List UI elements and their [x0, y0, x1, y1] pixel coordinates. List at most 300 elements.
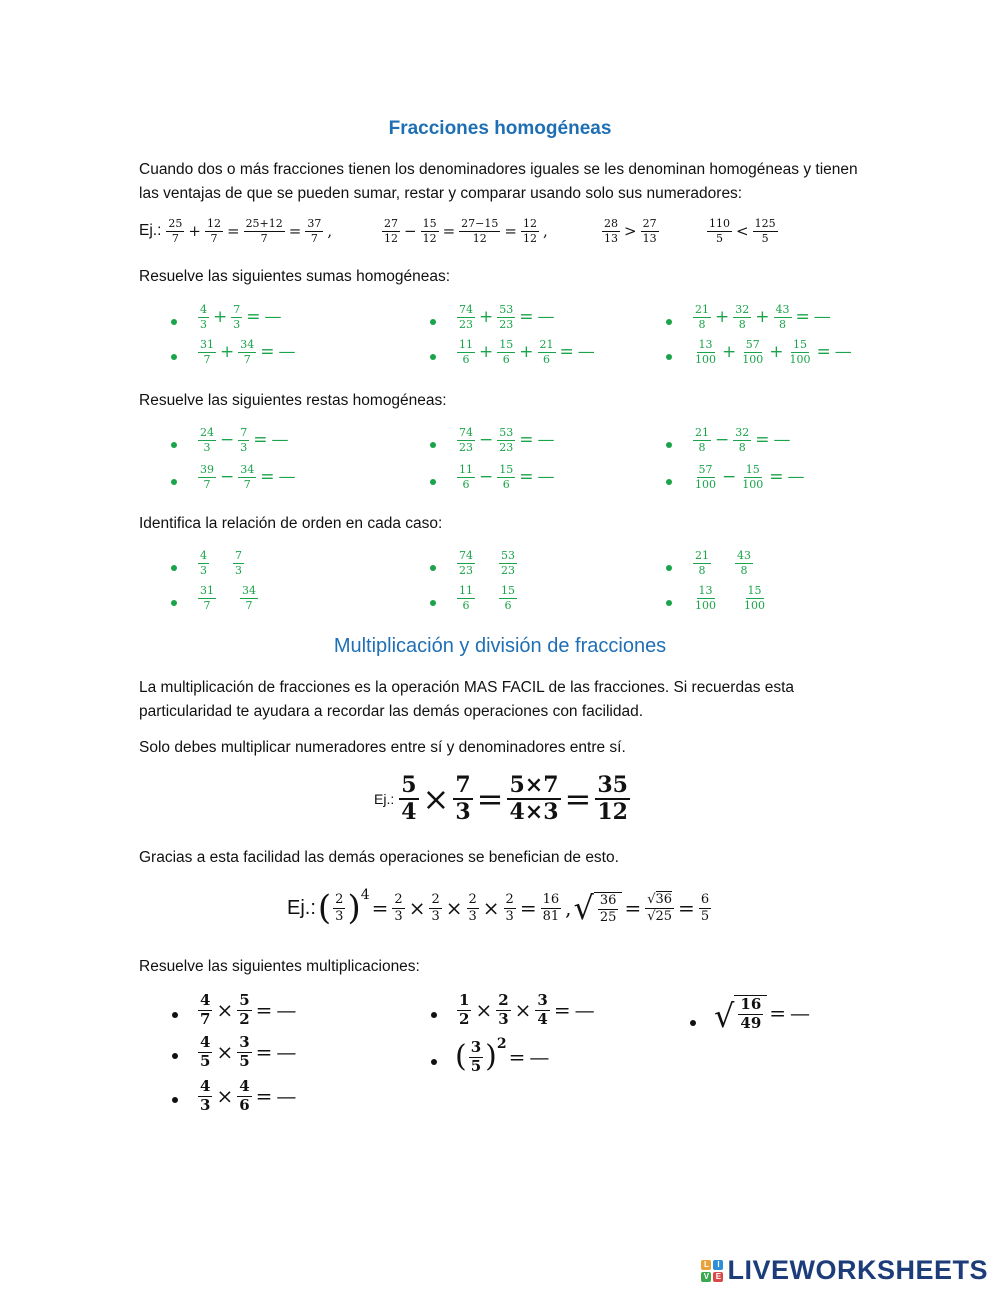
- operator: +: [755, 307, 770, 328]
- operator: =: [519, 430, 534, 451]
- fraction: [742, 585, 767, 611]
- numerator: 15: [793, 338, 807, 351]
- fraction: [305, 218, 323, 244]
- numerator: 25: [168, 217, 183, 230]
- fraction: [740, 339, 765, 365]
- radical-sign: √: [573, 889, 594, 928]
- fraction: [693, 427, 711, 453]
- fraction: [392, 893, 404, 923]
- fraction: [535, 993, 549, 1028]
- fraction: [198, 427, 216, 453]
- numerator: 28: [604, 217, 618, 230]
- numerator: 43: [737, 549, 751, 562]
- fraction: [457, 550, 475, 576]
- page-title: Fracciones homogéneas: [388, 118, 612, 139]
- numerator: 3: [470, 1038, 482, 1056]
- operator: =: [504, 222, 517, 241]
- fraction: [499, 550, 517, 576]
- power-root-example: [287, 887, 713, 928]
- bullet: [666, 319, 672, 325]
- numerator: 35: [595, 774, 630, 800]
- fraction: [457, 304, 475, 330]
- bullet: [666, 565, 672, 571]
- denominator: 23: [499, 440, 514, 454]
- denominator: 12: [597, 799, 628, 826]
- numerator: 31: [200, 584, 214, 597]
- fraction: [459, 218, 500, 244]
- fraction: [238, 464, 256, 490]
- operator: ,: [542, 222, 548, 241]
- fraction: [740, 464, 765, 490]
- numerator: 53: [501, 549, 515, 562]
- numerator: 27−15: [461, 217, 499, 230]
- numerator: 53: [499, 426, 514, 439]
- operator: =: [755, 430, 770, 451]
- denominator: 12: [384, 231, 398, 245]
- numerator: 21: [539, 338, 554, 351]
- denominator: 3: [240, 440, 248, 454]
- denominator: 3: [505, 908, 514, 924]
- bullet: [171, 319, 177, 325]
- fraction: [504, 893, 516, 923]
- orden-exercise-3[interactable]: [455, 550, 519, 576]
- bullet: [171, 565, 177, 571]
- numerator: 7: [453, 774, 472, 800]
- numerator: 7: [240, 426, 248, 439]
- example-menor: [705, 218, 780, 244]
- numerator: 36: [599, 892, 617, 908]
- numerator: 4: [200, 549, 207, 562]
- numerator: 4: [200, 303, 207, 316]
- denominator: 3: [233, 317, 241, 331]
- fraction: [429, 893, 441, 923]
- denominator: 7: [243, 352, 251, 366]
- fraction: [457, 339, 475, 365]
- ej-label: Ej.:: [287, 896, 316, 919]
- numerator: 32: [735, 426, 750, 439]
- orden-exercise-6[interactable]: [691, 585, 769, 611]
- operator: ×: [422, 780, 450, 819]
- bullet: [666, 442, 672, 448]
- fraction: [707, 218, 732, 244]
- numerator: 21: [695, 303, 709, 316]
- numerator: 24: [200, 426, 214, 439]
- numerator: 7: [233, 303, 241, 316]
- denominator: 3: [200, 1095, 211, 1114]
- operator: =: [519, 467, 534, 488]
- operator: =: [769, 1001, 787, 1026]
- denominator: 7: [310, 231, 318, 245]
- operator: >: [624, 222, 637, 241]
- answer-blank: —: [773, 430, 791, 451]
- operator: ×: [445, 896, 463, 920]
- operator: =: [559, 342, 574, 363]
- fraction: [733, 304, 751, 330]
- operator: =: [624, 896, 642, 920]
- suma-exercise-1[interactable]: [196, 304, 284, 330]
- denominator: 4: [537, 1009, 548, 1028]
- bullet: [431, 1059, 437, 1065]
- fraction: [198, 993, 212, 1028]
- operator: −: [715, 430, 730, 451]
- denominator: 12: [472, 231, 487, 245]
- fraction: [693, 339, 718, 365]
- square-root: [573, 889, 623, 928]
- bullet: [430, 600, 436, 606]
- denominator: 6: [462, 477, 470, 491]
- resta-exercise-6[interactable]: [691, 464, 807, 490]
- denominator: 5: [700, 908, 710, 924]
- mult-exercise-1[interactable]: [196, 993, 298, 1028]
- numerator: 4: [200, 1033, 211, 1051]
- denominator: √25: [647, 908, 673, 924]
- orden-exercise-4[interactable]: [455, 585, 519, 611]
- numerator: 39: [200, 463, 214, 476]
- bullet: [430, 479, 436, 485]
- example-mayor: [600, 218, 661, 244]
- answer-blank: —: [537, 307, 555, 328]
- denominator: 13: [604, 231, 618, 245]
- numerator: 31: [200, 338, 214, 351]
- fraction: [457, 993, 471, 1028]
- operator: =: [288, 222, 302, 241]
- denominator: 100: [742, 477, 764, 491]
- mult-paragraph-2: Solo debes multiplicar numeradores entre sí y denominadores entre sí.: [139, 739, 626, 756]
- bullet: [690, 1020, 696, 1026]
- operator: +: [769, 342, 784, 363]
- fraction: [497, 427, 515, 453]
- operator: ×: [514, 998, 532, 1023]
- answer-blank: —: [276, 1040, 297, 1065]
- denominator: 23: [499, 317, 514, 331]
- denominator: 100: [695, 477, 716, 491]
- suma-exercise-5[interactable]: [691, 304, 833, 330]
- operator: −: [404, 222, 417, 241]
- fraction: [774, 304, 792, 330]
- operator: −: [220, 430, 235, 451]
- denominator: 7: [203, 352, 211, 366]
- fraction: [240, 585, 258, 611]
- section-sumas-heading: Resuelve las siguientes sumas homogéneas:: [139, 268, 451, 285]
- numerator: 2: [431, 891, 440, 907]
- parenthesis: (: [317, 888, 332, 928]
- fraction: [238, 427, 249, 453]
- answer-blank: —: [276, 1084, 297, 1109]
- numerator: 16: [740, 995, 762, 1013]
- answer-blank: —: [271, 430, 289, 451]
- operator: ,: [327, 222, 333, 241]
- orden-exercise-2[interactable]: [196, 585, 260, 611]
- fraction: [699, 893, 711, 923]
- denominator: 8: [698, 440, 706, 454]
- fraction: [457, 427, 475, 453]
- operator: ×: [408, 896, 426, 920]
- numerator: 34: [240, 463, 255, 476]
- operator: +: [715, 307, 730, 328]
- bullet: [666, 479, 672, 485]
- examples-row: [139, 218, 334, 244]
- fraction: [595, 774, 630, 824]
- numerator: 15: [747, 584, 762, 597]
- liveworksheets-logo: [701, 1255, 988, 1286]
- denominator: 7: [203, 477, 211, 491]
- operator: ×: [216, 1040, 234, 1065]
- denominator: 6: [239, 1095, 250, 1114]
- bullet: [172, 1012, 178, 1018]
- answer-blank: —: [834, 342, 852, 363]
- denominator: 8: [740, 563, 748, 577]
- denominator: 3: [203, 440, 211, 454]
- numerator: 125: [754, 217, 776, 230]
- denominator: 100: [695, 352, 716, 366]
- fraction: [738, 997, 763, 1032]
- answer-blank: —: [276, 998, 297, 1023]
- numerator: 16: [542, 891, 560, 907]
- fraction: [198, 339, 216, 365]
- denominator: 7: [203, 598, 211, 612]
- exponent: 4: [360, 887, 370, 903]
- resta-exercise-5[interactable]: [691, 427, 793, 453]
- operator: =: [769, 467, 784, 488]
- denominator: 81: [542, 908, 560, 924]
- resta-exercise-3[interactable]: [455, 427, 557, 453]
- answer-blank: —: [813, 307, 831, 328]
- operator: +: [722, 342, 737, 363]
- numerator: 2: [498, 991, 509, 1009]
- fraction: [382, 218, 400, 244]
- denominator: 5: [761, 231, 769, 245]
- suma-exercise-3[interactable]: [455, 304, 557, 330]
- orden-exercise-5[interactable]: [691, 550, 755, 576]
- bullet: [171, 442, 177, 448]
- fraction: [237, 1035, 251, 1070]
- bullet: [431, 1012, 437, 1018]
- bullet: [171, 600, 177, 606]
- fraction: [205, 218, 223, 244]
- denominator: 7: [243, 477, 251, 491]
- operator: <: [736, 222, 749, 241]
- denominator: 4×3: [509, 799, 559, 826]
- ej-label: Ej.:: [139, 222, 162, 240]
- square-root: [714, 995, 767, 1035]
- bullet: [171, 354, 177, 360]
- denominator: 49: [740, 1013, 762, 1032]
- fraction: [166, 218, 184, 244]
- operator: =: [795, 307, 810, 328]
- denominator: 2: [459, 1009, 470, 1028]
- fraction: [499, 585, 517, 611]
- operator: +: [188, 222, 201, 241]
- answer-blank: —: [529, 1045, 550, 1070]
- numerator: 21: [695, 549, 709, 562]
- mult-exercise-5[interactable]: [455, 1036, 551, 1075]
- orden-exercise-1[interactable]: [196, 550, 246, 576]
- fraction: [399, 774, 418, 824]
- numerator: 4: [239, 1077, 250, 1095]
- fraction: [198, 304, 209, 330]
- operator: =: [519, 307, 534, 328]
- denominator: 23: [459, 317, 473, 331]
- numerator: 4: [200, 1077, 211, 1095]
- answer-blank: —: [574, 998, 595, 1023]
- denominator: 13: [642, 231, 657, 245]
- mult-exercise-6[interactable]: [714, 995, 812, 1035]
- operator: ×: [216, 998, 234, 1023]
- numerator: 27: [642, 217, 657, 230]
- denominator: 3: [394, 908, 403, 924]
- fraction: [753, 218, 778, 244]
- denominator: 5: [239, 1051, 250, 1070]
- numerator: 6: [700, 891, 710, 907]
- operator: =: [255, 1040, 273, 1065]
- resta-exercise-4[interactable]: [455, 464, 557, 490]
- numerator: 74: [459, 426, 473, 439]
- fraction: [453, 774, 472, 824]
- mult-exercise-2[interactable]: [196, 1035, 298, 1070]
- fraction: [788, 339, 813, 365]
- numerator: 2: [335, 891, 344, 907]
- operator: +: [220, 342, 235, 363]
- denominator: 23: [459, 440, 473, 454]
- numerator: 34: [242, 584, 256, 597]
- operator: =: [260, 342, 275, 363]
- numerator: 15: [745, 463, 760, 476]
- numerator: 74: [459, 303, 473, 316]
- fraction: [244, 218, 285, 244]
- denominator: 3: [498, 1009, 509, 1028]
- denominator: 7: [245, 598, 253, 612]
- suma-exercise-4[interactable]: [455, 339, 597, 365]
- section-orden-heading: Identifica la relación de orden en cada caso:: [139, 515, 443, 532]
- fraction: [641, 218, 659, 244]
- operator: =: [253, 430, 268, 451]
- denominator: 6: [502, 352, 510, 366]
- numerator: 4: [200, 991, 211, 1009]
- suma-exercise-2[interactable]: [196, 339, 298, 365]
- answer-blank: —: [537, 430, 555, 451]
- bullet: [666, 354, 672, 360]
- fraction: [333, 893, 345, 923]
- denominator: 100: [789, 352, 811, 366]
- denominator: 100: [742, 352, 764, 366]
- denominator: 3: [431, 908, 440, 924]
- operator: −: [220, 467, 235, 488]
- denominator: 7: [210, 231, 218, 245]
- answer-blank: —: [577, 342, 595, 363]
- example-resta: [380, 218, 550, 244]
- fraction: [497, 339, 515, 365]
- parenthesis: ): [485, 1039, 497, 1075]
- mult-exercise-3[interactable]: [196, 1079, 298, 1114]
- denominator: 2: [239, 1009, 250, 1028]
- operator: =: [816, 342, 831, 363]
- fraction: [497, 464, 515, 490]
- numerator: 15: [501, 584, 515, 597]
- mult-paragraph-3: Gracias a esta facilidad las demás operaciones se benefician de esto.: [139, 849, 619, 866]
- denominator: 8: [698, 317, 706, 331]
- mult-exercise-4[interactable]: [455, 993, 597, 1028]
- operator: =: [508, 1045, 526, 1070]
- numerator: 3: [239, 1033, 250, 1051]
- brand-name: LIVEWORKSHEETS: [727, 1255, 988, 1285]
- section-mult-heading: Resuelve las siguientes multiplicaciones:: [139, 958, 420, 975]
- fraction: [693, 585, 718, 611]
- resta-exercise-2[interactable]: [196, 464, 298, 490]
- suma-exercise-6[interactable]: [691, 339, 854, 365]
- resta-exercise-1[interactable]: [196, 427, 291, 453]
- numerator: 15: [499, 463, 514, 476]
- bullet: [171, 479, 177, 485]
- logo-icon: L I V E: [701, 1260, 723, 1282]
- mult-paragraph-1: La multiplicación de fracciones es la operación MAS FACIL de las fracciones. Si recuerdas esta particularidad te ayudara a recordar las demás operaciones con facilidad.: [139, 679, 795, 720]
- exponent: 2: [496, 1036, 507, 1052]
- fraction: [693, 464, 718, 490]
- fraction: [467, 893, 479, 923]
- operator: =: [442, 222, 456, 241]
- fraction: [735, 550, 753, 576]
- numerator: 25+12: [245, 217, 283, 230]
- denominator: 25: [599, 909, 617, 925]
- denominator: 3: [468, 908, 477, 924]
- numerator: 2: [468, 891, 477, 907]
- operator: =: [678, 896, 695, 920]
- operator: =: [226, 222, 240, 241]
- numerator: 13: [698, 584, 713, 597]
- fraction: [457, 464, 475, 490]
- fraction: [457, 585, 475, 611]
- fraction: [496, 993, 510, 1028]
- denominator: 6: [502, 477, 510, 491]
- numerator: 11: [459, 338, 473, 351]
- fraction: [198, 1035, 212, 1070]
- bullet: [172, 1097, 178, 1103]
- operator: +: [479, 342, 494, 363]
- numerator: 15: [422, 217, 437, 230]
- denominator: 7: [171, 231, 179, 245]
- numerator: 1: [459, 991, 470, 1009]
- denominator: 3: [200, 563, 207, 577]
- bullet: [172, 1053, 178, 1059]
- numerator: 37: [307, 217, 322, 230]
- fraction: [237, 1079, 251, 1114]
- bullet: [430, 319, 436, 325]
- numerator: 34: [240, 338, 255, 351]
- fraction: [521, 218, 539, 244]
- numerator: 57: [745, 338, 760, 351]
- fraction: [421, 218, 439, 244]
- numerator: 53: [499, 303, 514, 316]
- operator: =: [260, 467, 275, 488]
- denominator: 12: [422, 231, 437, 245]
- fraction: [198, 1079, 212, 1114]
- denominator: 23: [459, 563, 473, 577]
- denominator: 4: [401, 799, 417, 826]
- fraction: [598, 894, 619, 924]
- numerator: 7: [235, 549, 242, 562]
- numerator: 74: [459, 549, 473, 562]
- ej-label: Ej.:: [374, 791, 395, 808]
- fraction: [541, 893, 562, 923]
- fraction: [231, 304, 242, 330]
- numerator: √36: [647, 891, 673, 907]
- operator: =: [255, 998, 273, 1023]
- numerator: 13: [698, 338, 713, 351]
- fraction: [198, 464, 216, 490]
- numerator: 110: [709, 217, 730, 230]
- numerator: 2: [505, 891, 514, 907]
- bullet: [430, 354, 436, 360]
- numerator: 27: [384, 217, 398, 230]
